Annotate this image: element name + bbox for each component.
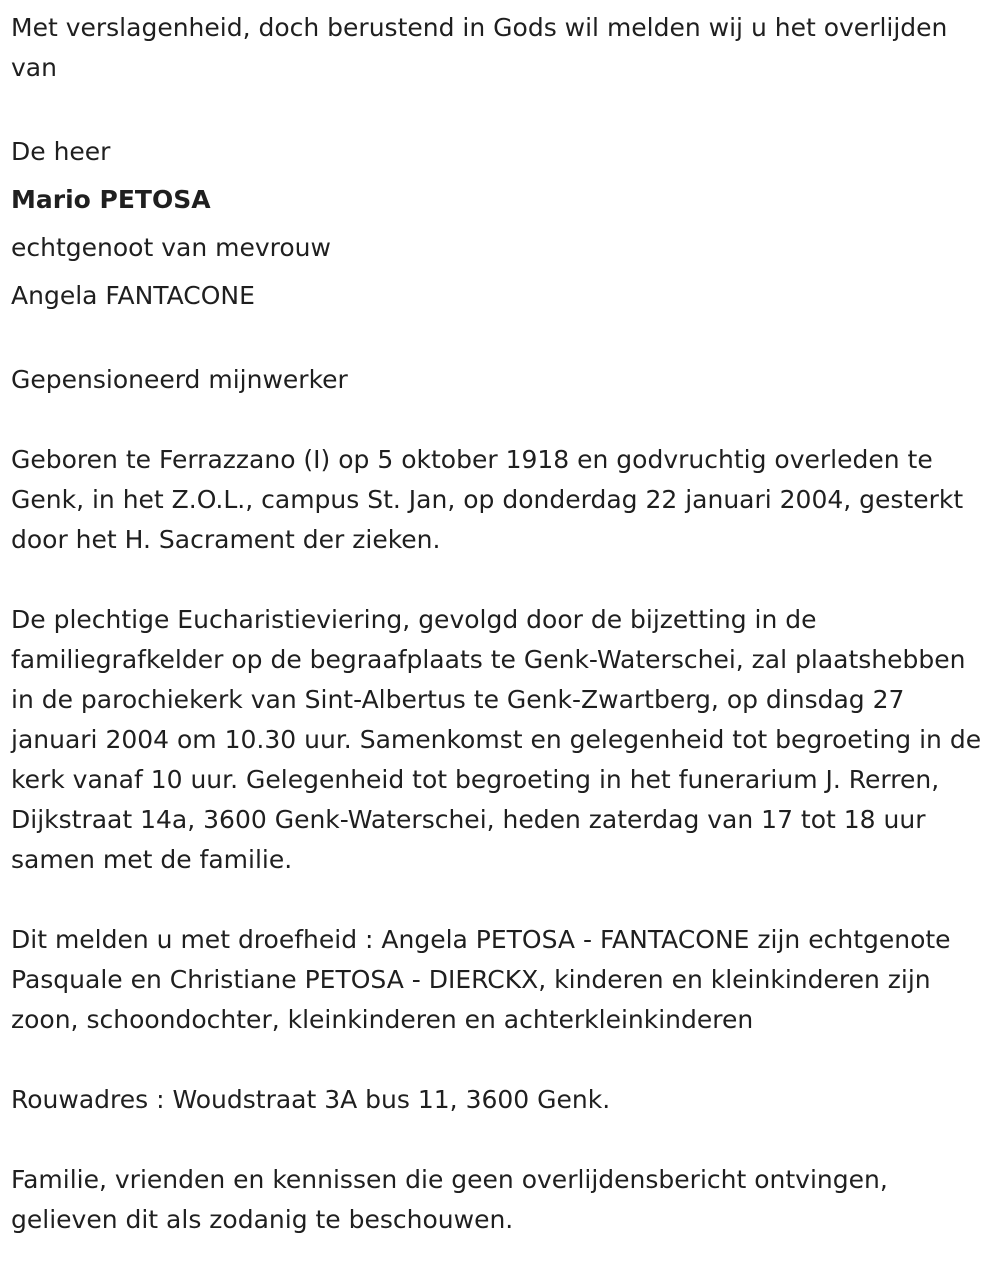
ceremony-paragraph: De plechtige Eucharistieviering, gevolgd door de bijzetting in de familiegrafkelder op de begraafplaats te Genk-Waterschei, zal plaatshebben in de parochiekerk van Sint-Albertus te Genk-Zwartberg, op dinsdag 27 januari 2004 om 10.30 uur. Samenkomst en gelegenheid tot begroeting in de kerk vanaf 10 uur. Gelegenheid tot begroeting in het funerarium J. Rerren, Dijkstraat 14a, 3600 Genk-Waterschei, heden zaterdag van 17 tot 18 uur samen met de familie. <box>11 605 982 874</box>
closing-paragraph: Familie, vrienden en kennissen die geen overlijdensbericht ontvingen, gelieven dit als zodanig te beschouwen. <box>11 1165 888 1234</box>
birth-death-paragraph: Geboren te Ferrazzano (I) op 5 oktober 1918 en godvruchtig overleden te Genk, in het Z.O.L., campus St. Jan, op donderdag 22 januari 2004, gesterkt door het H. Sacrament der zieken. <box>11 445 964 554</box>
spacer <box>11 880 990 920</box>
spouse-name: Angela FANTACONE <box>11 281 255 310</box>
spacer <box>11 400 990 440</box>
intro-paragraph: Met verslagenheid, doch berustend in Gods wil melden wij u het overlijden van <box>11 13 948 82</box>
spacer <box>11 88 990 128</box>
spacer <box>11 1040 990 1080</box>
spouse-label: echtgenoot van mevrouw <box>11 233 331 262</box>
salutation: De heer <box>11 137 111 166</box>
deceased-name: Mario PETOSA <box>11 185 211 214</box>
occupation: Gepensioneerd mijnwerker <box>11 365 348 394</box>
family-paragraph: Dit melden u met droefheid : Angela PETOSA - FANTACONE zijn echtgenote Pasquale en Christiane PETOSA - DIERCKX, kinderen en kleinkinderen zijn zoon, schoondochter, kleinkinderen en achterkleinkinderen <box>11 925 951 1034</box>
spacer <box>11 560 990 600</box>
spacer <box>11 320 990 360</box>
mourning-address: Rouwadres : Woudstraat 3A bus 11, 3600 Genk. <box>11 1085 611 1114</box>
spacer <box>11 1120 990 1160</box>
